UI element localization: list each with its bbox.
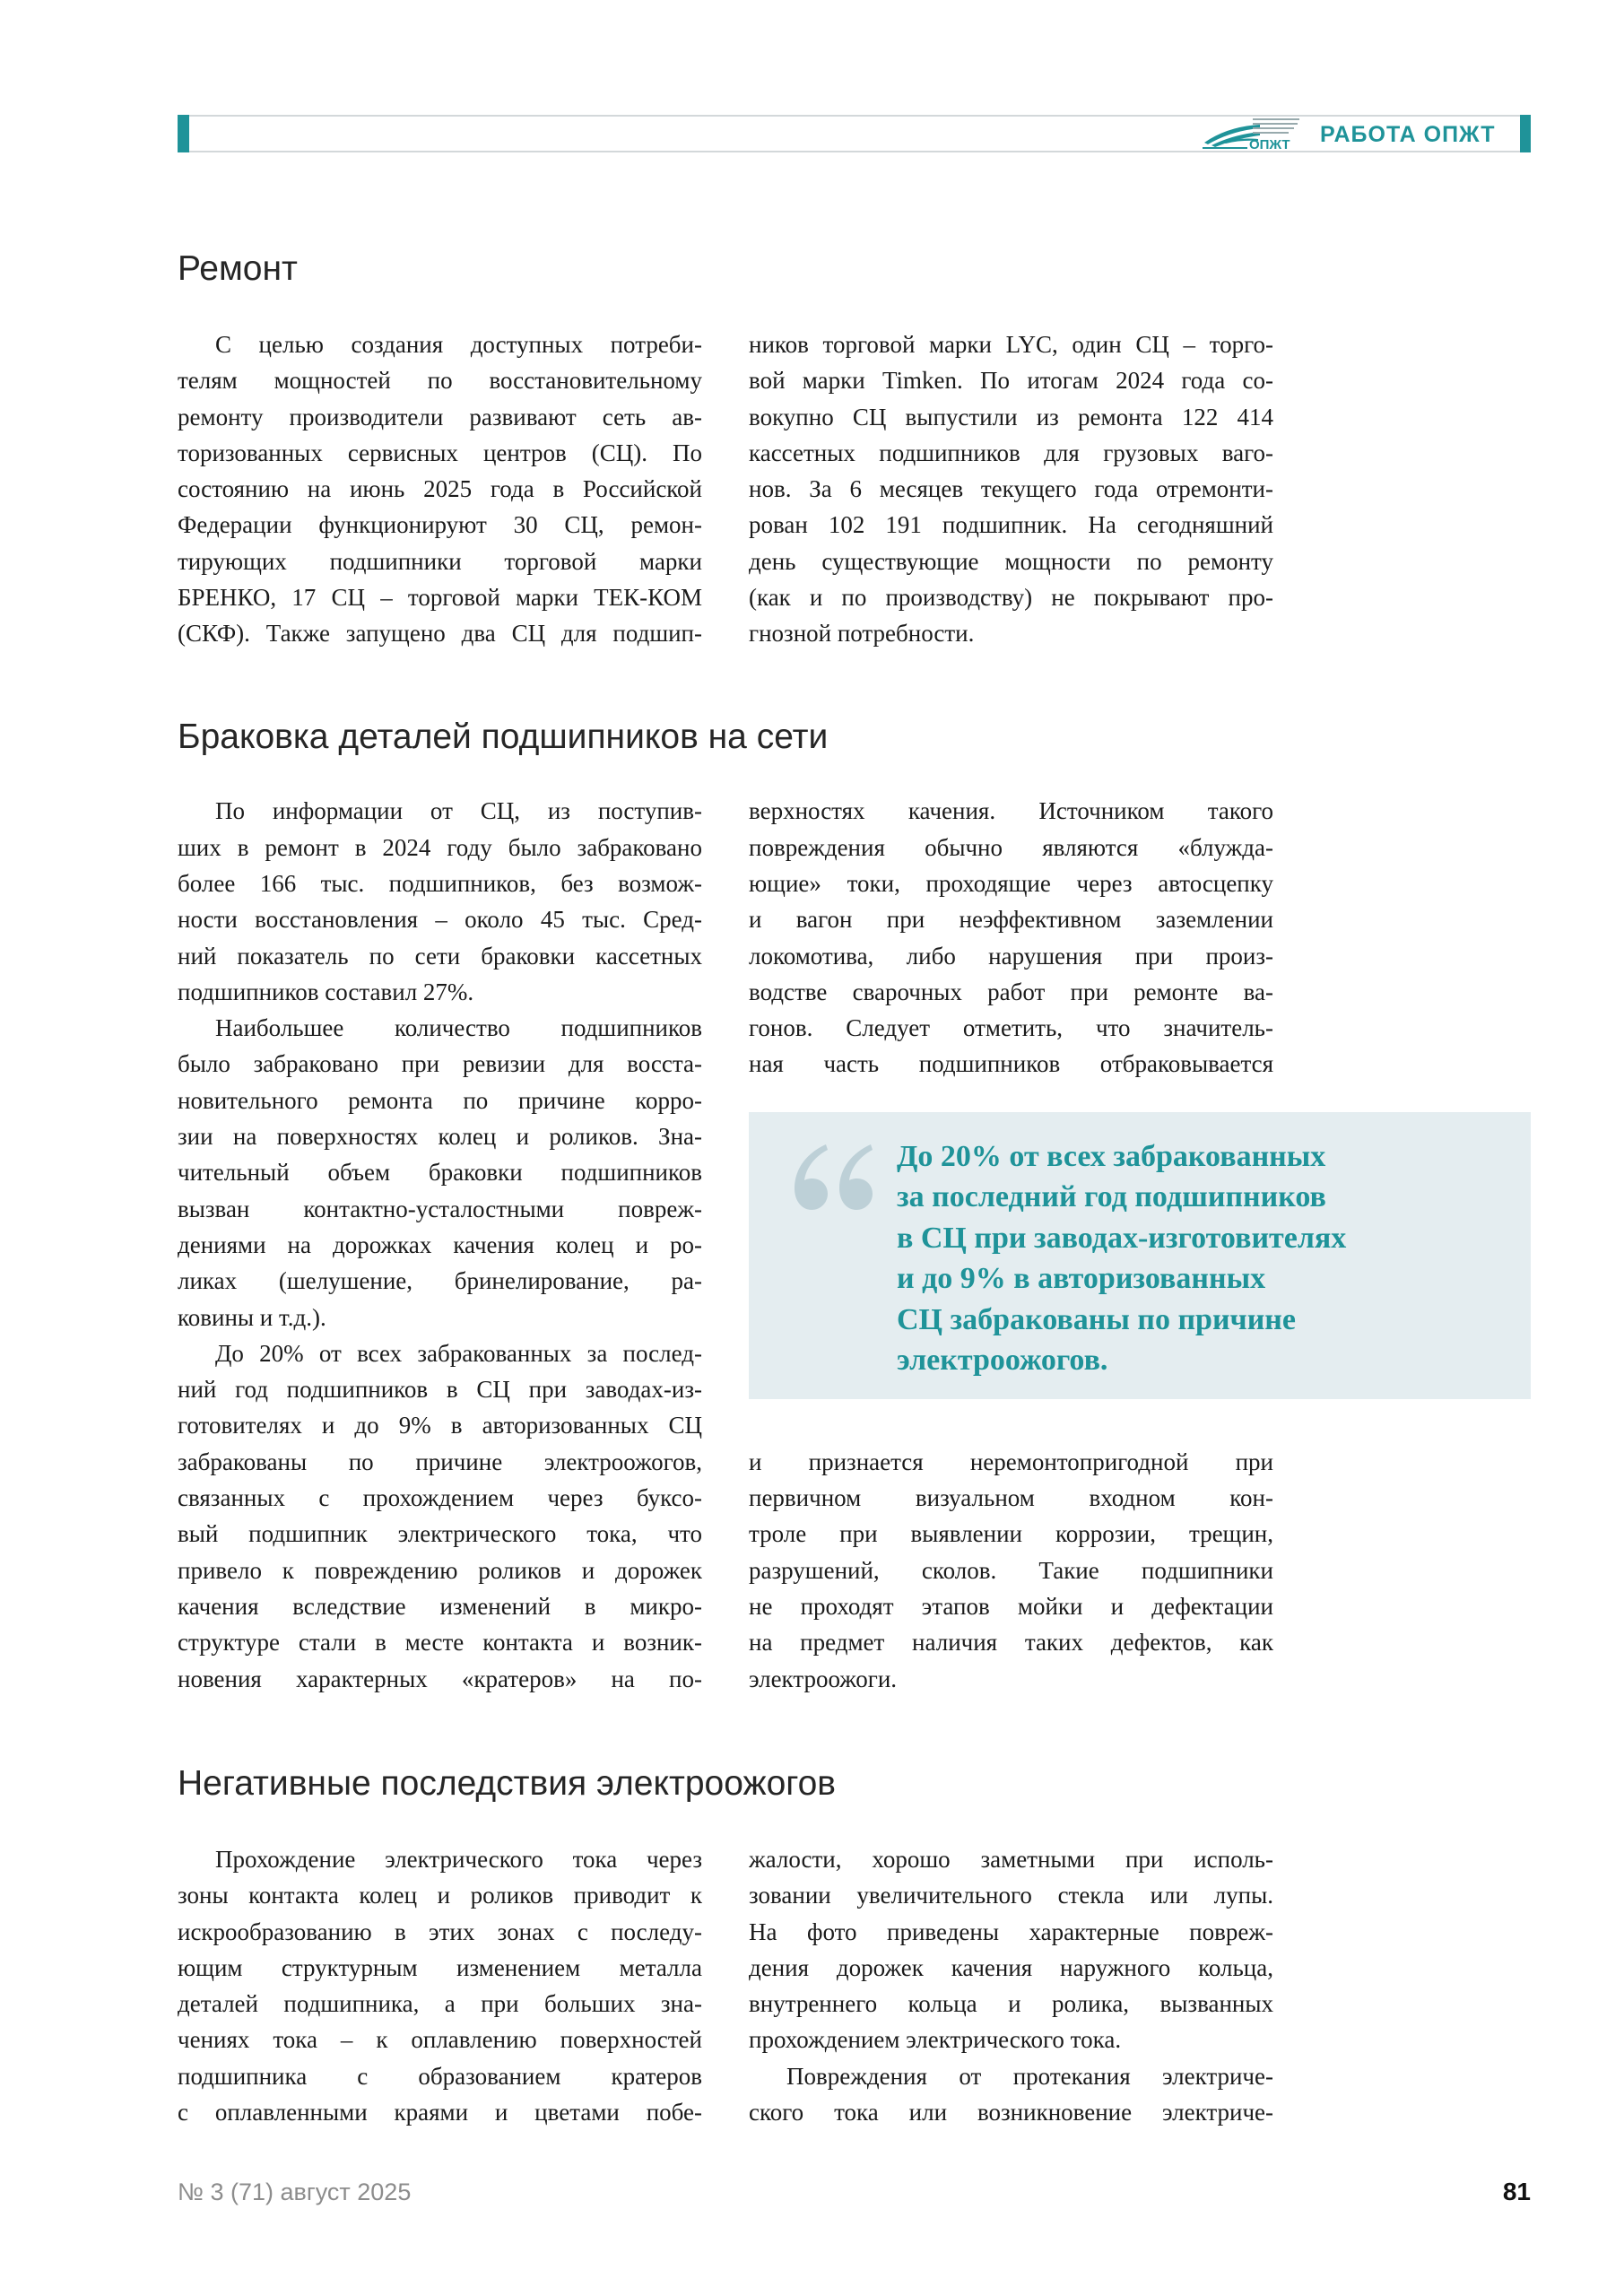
page-number: 81 xyxy=(1502,2178,1531,2205)
pull-quote-line: электроожогов. xyxy=(897,1343,1108,1377)
header-rule-top xyxy=(189,115,1520,117)
text-column-left xyxy=(178,326,702,652)
pull-quote xyxy=(749,1112,1531,1399)
text-line: ковины и т.д.). xyxy=(178,1303,326,1331)
text-line: внутреннего кольца и ролика, вызванных xyxy=(749,1990,1273,2018)
text-line: первичном визуальном входном кон- xyxy=(749,1484,1273,1512)
text-line: день существующие мощности по ремонту xyxy=(749,547,1273,575)
pull-quote-line: До 20% от всех забракованных xyxy=(897,1140,1326,1173)
text-line: локомотива, либо нарушения при произ- xyxy=(749,942,1273,970)
text-line: вокупно СЦ выпустили из ремонта 122 414 xyxy=(749,403,1273,430)
pull-quote-line: СЦ забракованы по причине xyxy=(897,1302,1296,1336)
text-line: было забраковано при ревизии для восста- xyxy=(178,1050,702,1078)
text-line: (как и по производству) не покрывают про- xyxy=(749,584,1273,612)
text-line: ности восстановления – около 45 тыс. Сред- xyxy=(178,906,702,934)
section-heading: Негативные последствия электроожогов xyxy=(178,1764,837,1803)
text-line: ная часть подшипников отбраковывается xyxy=(749,1050,1273,1078)
text-line: Федерации функционируют 30 СЦ, ремон- xyxy=(178,511,702,539)
text-line: привело к повреждению роликов и дорожек xyxy=(178,1556,702,1584)
text-line: вый подшипник электрического тока, что xyxy=(178,1520,702,1548)
text-line: ского тока или возникновение электриче- xyxy=(749,2099,1273,2126)
text-line: с оплавленными краями и цветами побе- xyxy=(178,2099,702,2126)
text-column-right-bottom xyxy=(749,1444,1273,1697)
text-line: торизованных сервисных центров (СЦ). По xyxy=(178,439,702,466)
text-line: не проходят этапов мойки и дефектации xyxy=(749,1592,1273,1620)
text-line: На фото приведены характерные повреж- xyxy=(749,1918,1273,1945)
text-line: До 20% от всех забракованных за послед- xyxy=(215,1339,702,1367)
text-line: повреждения обычно являются «блужда- xyxy=(749,833,1273,861)
text-line: деталей подшипника, а при больших зна- xyxy=(178,1990,702,2018)
issue-label: № 3 (71) август 2025 xyxy=(178,2179,412,2205)
text-line: ликах (шелушение, бринелирование, ра- xyxy=(178,1267,702,1295)
text-line: телям мощностей по восстановительному xyxy=(178,367,702,395)
text-line: гонов. Следует отметить, что значитель- xyxy=(749,1014,1273,1042)
header-accent-bar-right xyxy=(1520,115,1531,152)
text-line: ний год подшипников в СЦ при заводах-из- xyxy=(178,1376,702,1404)
text-line: готовителях и до 9% в авторизованных СЦ xyxy=(178,1412,702,1439)
header-accent-bar-left xyxy=(178,115,189,152)
text-line: гнозной потребности. xyxy=(749,620,975,648)
text-line: зовании увеличительного стекла или лупы. xyxy=(749,1882,1273,1909)
pull-quote-text xyxy=(897,1136,1507,1380)
text-line: Повреждения от протекания электриче- xyxy=(786,2062,1273,2090)
text-line: рован 102 191 подшипник. На сегодняшний xyxy=(749,511,1273,539)
text-line: прохождением электрического тока. xyxy=(749,2026,1122,2054)
text-line: новения характерных «кратеров» на по- xyxy=(178,1665,702,1692)
text-line: С целью создания доступных потреби- xyxy=(215,331,702,358)
text-line: зии на поверхностях колец и роликов. Зна- xyxy=(178,1123,702,1151)
text-line: электроожоги. xyxy=(749,1665,898,1692)
text-line: тирующих подшипники торговой марки xyxy=(178,547,702,575)
text-line: ющим структурным изменением металла xyxy=(178,1953,702,1981)
text-line: водстве сварочных работ при ремонте ва- xyxy=(749,978,1273,1005)
section-heading: Ремонт xyxy=(178,249,298,288)
text-line: Прохождение электрического тока через xyxy=(215,1846,702,1873)
text-column-left xyxy=(178,793,702,1696)
text-line: забракованы по причине электроожогов, xyxy=(178,1448,702,1475)
text-line: дения дорожек качения наружного кольца, xyxy=(749,1953,1273,1981)
text-line: нов. За 6 месяцев текущего года отремонти- xyxy=(749,475,1273,503)
text-line: ющие» токи, проходящие через автосцепку xyxy=(749,869,1273,897)
pull-quote-line: за последний год подшипников xyxy=(897,1180,1326,1214)
text-column-left xyxy=(178,1841,702,2130)
text-line: подшипников составил 27%. xyxy=(178,978,474,1005)
text-line: новительного ремонта по причине корро- xyxy=(178,1086,702,1114)
opening-quote-icon xyxy=(792,1141,874,1211)
text-line: кассетных подшипников для грузовых ваго- xyxy=(749,439,1273,466)
pull-quote-line: в СЦ при заводах-изготовителях xyxy=(897,1221,1347,1255)
text-column-right xyxy=(749,1841,1273,2130)
text-line: троле при выявлении коррозии, трещин, xyxy=(749,1520,1273,1548)
section-heading: Браковка деталей подшипников на сети xyxy=(178,718,829,756)
text-line: ний показатель по сети браковки кассетных xyxy=(178,942,702,970)
logo-lettering: ОПЖТ xyxy=(1249,137,1290,152)
pull-quote-line: и до 9% в авторизованных xyxy=(897,1262,1266,1296)
text-line: зоны контакта колец и роликов приводит к xyxy=(178,1882,702,1909)
text-line: По информации от СЦ, из поступив- xyxy=(215,797,702,825)
text-line: дениями на дорожках качения колец и ро- xyxy=(178,1231,702,1258)
text-line: искрообразованию в этих зонах с последу- xyxy=(178,1918,702,1945)
text-line: и признается неремонтопригодной при xyxy=(749,1448,1273,1475)
text-line: ших в ремонт в 2024 году было забраковано xyxy=(178,833,702,861)
text-column-right-top xyxy=(749,793,1273,1082)
text-line: качения вследствие изменений в микро- xyxy=(178,1592,702,1620)
text-line: верхностях качения. Источником такого xyxy=(749,797,1273,825)
text-line: подшипника с образованием кратеров xyxy=(178,2062,702,2090)
text-line: жалости, хорошо заметными при исполь- xyxy=(749,1846,1273,1873)
text-line: чительный объем браковки подшипников xyxy=(178,1159,702,1187)
text-line: вой марки Timken. По итогам 2024 года со- xyxy=(749,367,1273,395)
opzht-logo-icon xyxy=(1203,116,1303,152)
text-line: на предмет наличия таких дефектов, как xyxy=(749,1629,1273,1657)
text-column-right xyxy=(749,326,1273,652)
text-line: и вагон при неэффективном заземлении xyxy=(749,906,1273,934)
text-line: ников торговой марки LYC, один СЦ – торго- xyxy=(749,331,1273,358)
text-line: структуре стали в месте контакта и возник- xyxy=(178,1629,702,1657)
header-rule-bottom xyxy=(189,151,1520,152)
text-line: (СКФ). Также запущено два СЦ для подшип- xyxy=(178,620,702,648)
text-line: связанных с прохождением через буксо- xyxy=(178,1484,702,1512)
text-line: вызван контактно-усталостными повреж- xyxy=(178,1195,702,1222)
text-line: более 166 тыс. подшипников, без возмож- xyxy=(178,869,702,897)
text-line: ремонту производители развивают сеть ав- xyxy=(178,403,702,430)
text-line: БРЕНКО, 17 СЦ – торговой марки ТЕК-КОМ xyxy=(178,584,702,612)
text-line: разрушений, сколов. Такие подшипники xyxy=(749,1556,1273,1584)
text-line: чениях тока – к оплавлению поверхностей xyxy=(178,2026,702,2054)
text-line: Наибольшее количество подшипников xyxy=(215,1014,702,1042)
section-label: РАБОТА ОПЖТ xyxy=(1320,122,1496,147)
text-line: состоянию на июнь 2025 года в Российской xyxy=(178,475,702,503)
